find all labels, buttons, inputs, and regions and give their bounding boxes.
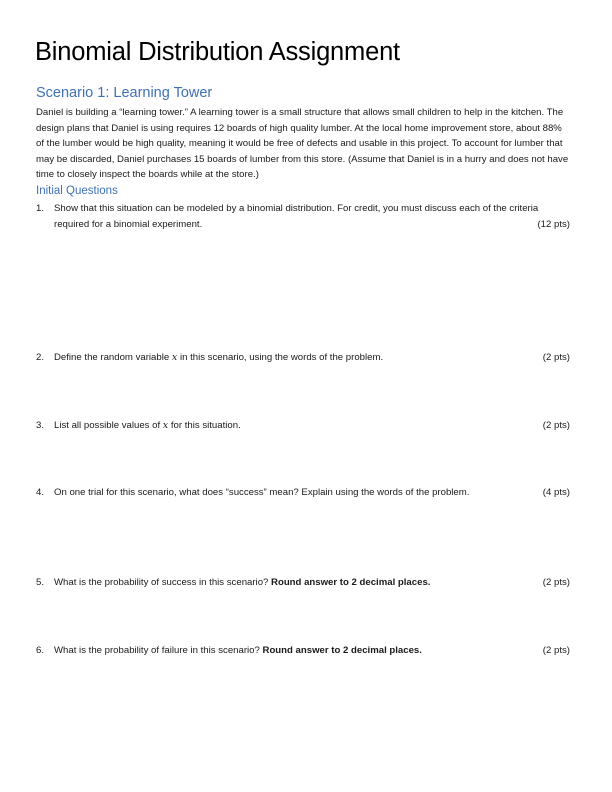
- question-number: 3.: [36, 420, 45, 431]
- question-points: (2 pts): [542, 352, 570, 363]
- question-text: Define the random variable x in this scenario, using the words of the problem.: [54, 352, 384, 363]
- question-text: What is the probability of success in this scenario? Round answer to 2 decimal places.: [54, 577, 431, 588]
- question-number: 5.: [36, 577, 45, 588]
- question-number: 6.: [36, 645, 45, 656]
- question-points: (12 pts): [537, 218, 570, 230]
- question-number: 4.: [36, 487, 45, 498]
- variable-x: x: [162, 420, 169, 431]
- scenario-heading: Scenario 1: Learning Tower: [36, 85, 213, 101]
- rounding-instruction: Round answer to 2 decimal places.: [262, 645, 422, 656]
- question-text: Show that this situation can be modeled by a binomial distribution. For credit, you must discuss each of the criteria required for a binomial experiment.: [54, 203, 539, 230]
- question-text: On one trial for this scenario, what does “success” mean? Explain using the words of the problem.: [54, 487, 470, 498]
- question-points: (2 pts): [542, 420, 570, 431]
- question-text: What is the probability of failure in this scenario? Round answer to 2 decimal places.: [54, 645, 422, 656]
- variable-x: x: [171, 352, 178, 363]
- question-number: 1.: [36, 203, 45, 214]
- page-title: Binomial Distribution Assignment: [35, 38, 400, 66]
- rounding-instruction: Round answer to 2 decimal places.: [271, 577, 431, 588]
- question-text: List all possible values of x for this situation.: [54, 420, 241, 431]
- question-points: (4 pts): [542, 487, 570, 498]
- scenario-intro: Daniel is building a “learning tower.” A learning tower is a small structure that allows small children to help in the kitchen. The design plans that Daniel is using requires 12 boards of high quality lumber. At the local home improvement store, about 88% of the lumber would be high quality, meaning it would be free of defects and usable in this project. To account for lumber that may be discarded, Daniel purchases 15 boards of lumber from this store. (Assume that Daniel is in a hurry and does not have time to closely inspect the boards while at the store.): [36, 107, 569, 181]
- section-heading: Initial Questions: [36, 185, 118, 197]
- question-points: (2 pts): [542, 645, 570, 656]
- question-points: (2 pts): [542, 577, 570, 588]
- question-number: 2.: [36, 352, 45, 363]
